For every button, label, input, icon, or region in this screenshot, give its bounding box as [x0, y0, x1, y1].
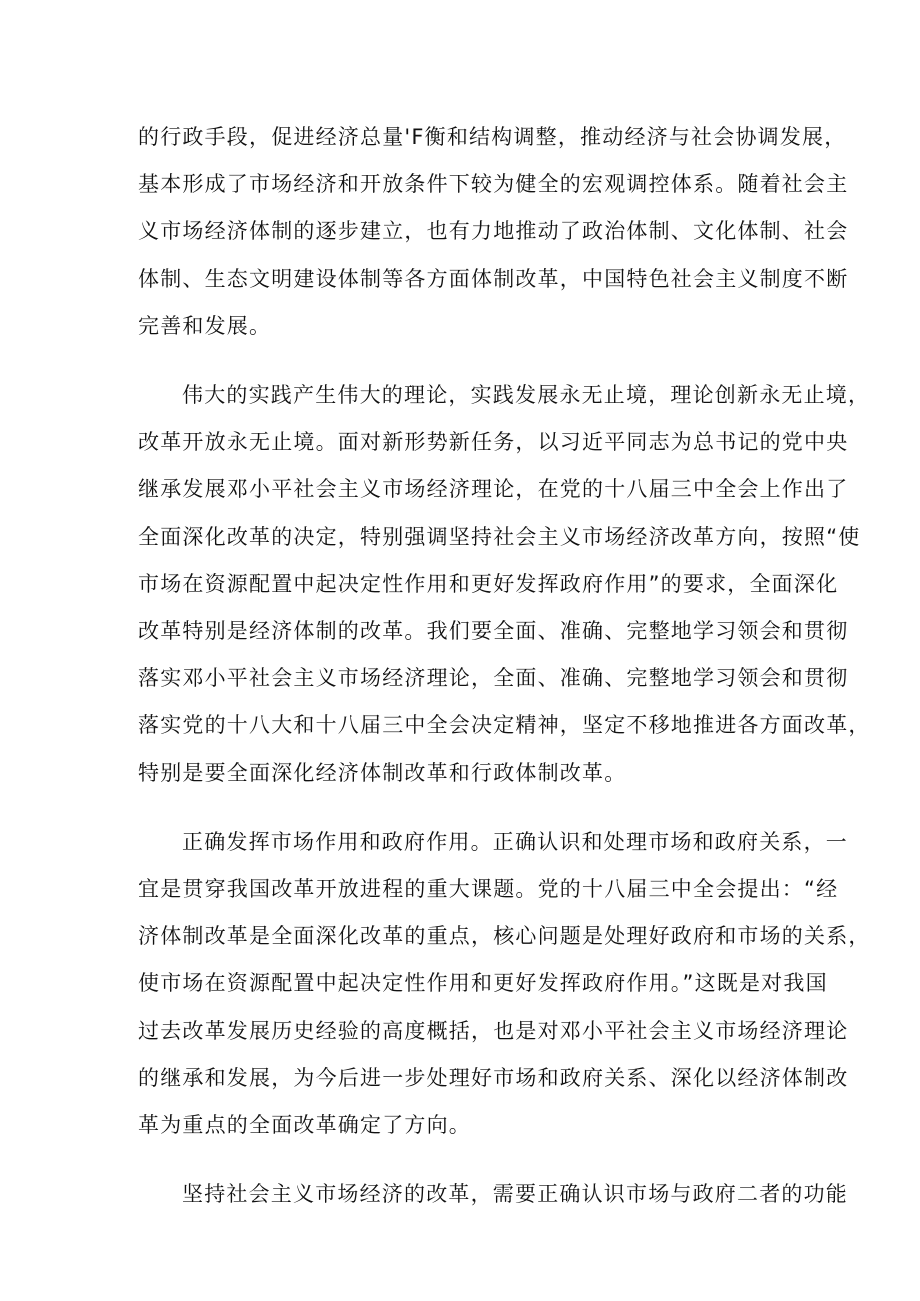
paragraph [138, 114, 849, 350]
text-line: 的继承和发展，为今后进一步处理好市场和政府关系、深化以经济体制改 [138, 1065, 849, 1090]
document-page [138, 114, 871, 1240]
text-line: 落实邓小平社会主义市场经济理论，全面、准确、完整地学习领会和贯彻 [138, 666, 849, 691]
text-line: 继承发展邓小平社会主义市场经济理论，在党的十八届三中全会上作出了 [138, 477, 849, 502]
paragraph [138, 819, 871, 1149]
text-line: 完善和发展。 [138, 313, 272, 338]
text-line: 特别是要全面深化经济体制改革和行政体制改革。 [138, 760, 627, 785]
text-line: 改革开放永无止境。面对新形势新任务，以习近平同志为总书记的党中央 [138, 430, 849, 455]
text-line: 革为重点的全面改革确定了方向。 [138, 1113, 471, 1138]
text-line: 坚持社会主义市场经济的改革，需要正确认识市场与政府二者的功能 [182, 1182, 848, 1207]
text-line: 落实党的十八大和十八届三中全会决定精神，坚定不移地推进各方面改革， [138, 713, 871, 738]
text-line: 体制、生态文明建设体制等各方面体制改革，中国特色社会主义制度不断 [138, 266, 849, 291]
text-line: 伟大的实践产生伟大的理论，实践发展永无止境，理论创新永无止境， [182, 383, 871, 408]
paragraph [138, 1171, 848, 1218]
text-line: 全面深化改革的决定，特别强调坚持社会主义市场经济改革方向，按照“使 [138, 524, 861, 549]
text-line: 宜是贯穿我国改革开放进程的重大课题。党的十八届三中全会提出：“经 [138, 877, 839, 902]
text-line: 济体制改革是全面深化改革的重点，核心问题是处理好政府和市场的关系， [138, 924, 871, 949]
text-line: 改革特别是经济体制的改革。我们要全面、准确、完整地学习领会和贯彻 [138, 619, 849, 644]
text-line: 过去改革发展历史经验的高度概括，也是对邓小平社会主义市场经济理论 [138, 1018, 849, 1043]
text-line: 市场在资源配置中起决定性作用和更好发挥政府作用”的要求，全面深化 [138, 571, 839, 596]
text-line: 的行政手段，促进经济总量'F衡和结构调整，推动经济与社会协调发展， [138, 125, 847, 149]
text-line: 义市场经济体制的逐步建立，也有力地推动了政治体制、文化体制、社会 [138, 219, 849, 244]
text-line: 正确发挥市场作用和政府作用。正确认识和处理市场和政府关系，一 [182, 829, 848, 854]
text-line: 使市场在资源配置中起决定性作用和更好发挥政府作用。”这既是对我国 [138, 971, 828, 996]
text-line: 基本形成了市场经济和开放条件下较为健全的宏观调控体系。随着社会主 [138, 172, 849, 197]
paragraph [138, 372, 871, 797]
